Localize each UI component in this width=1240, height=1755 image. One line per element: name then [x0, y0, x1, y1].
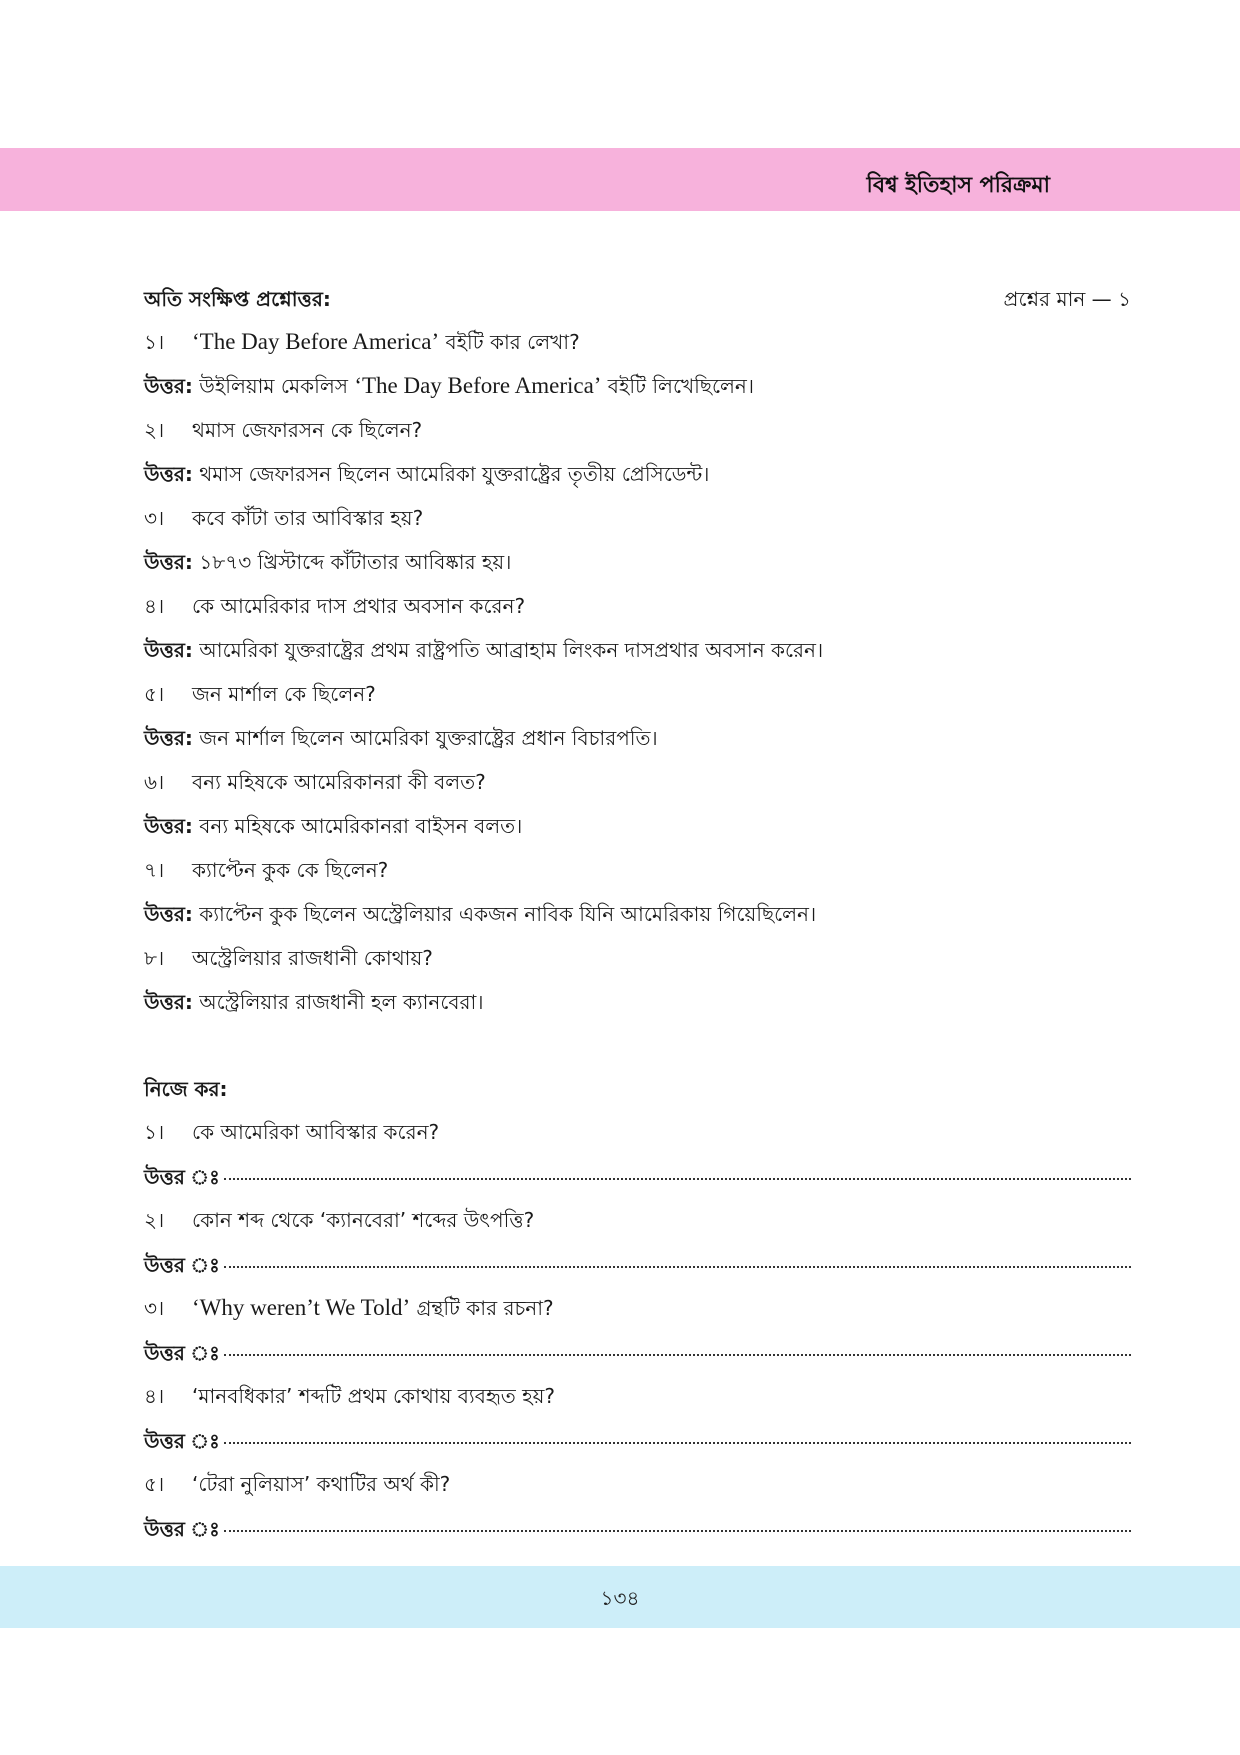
answer-text: উইলিয়াম মেকলিস: [192, 374, 355, 398]
book-title: বিশ্ব ইতিহাস পরিক্রমা: [866, 173, 1050, 198]
question-number: ৮।: [144, 946, 165, 970]
question-number: ৬।: [144, 770, 165, 794]
answer-label: উত্তর:: [144, 902, 193, 926]
answer-label: উত্তর ঃ: [144, 1429, 220, 1453]
question-number: ৫।: [144, 1472, 165, 1496]
question-number: ৩।: [144, 506, 165, 530]
question-english-title: ‘The Day Before America’: [192, 329, 440, 354]
section-heading-text: অতি সংক্ষিপ্ত প্রশ্নোত্তর:: [144, 287, 331, 311]
question-english-title: ‘Why weren’t We Told’: [192, 1295, 411, 1320]
question: [144, 503, 1131, 533]
answer-english-title: ‘The Day Before America’: [354, 373, 602, 398]
answer-label: উত্তর:: [144, 638, 193, 662]
question-text: বন্য মহিষকে আমেরিকানরা কী বলত?: [192, 770, 486, 794]
question-number: ৩।: [144, 1296, 165, 1320]
question-number: ৪।: [144, 594, 165, 618]
question-number: ২।: [144, 1208, 165, 1232]
section-heading-short-qa: [144, 284, 1131, 314]
question-text: কবে কাঁটা তার আবিস্কার হয়?: [192, 506, 424, 530]
answer-label: উত্তর:: [144, 374, 193, 398]
answer-text: থমাস জেফারসন ছিলেন আমেরিকা যুক্তরাষ্ট্রের তৃতীয় প্রেসিডেন্ট।: [192, 462, 710, 486]
question: [144, 591, 1131, 621]
answer-label: উত্তর:: [144, 990, 193, 1014]
answer-label: উত্তর ঃ: [144, 1165, 220, 1189]
answer: [144, 987, 1131, 1017]
answer-blank[interactable]: [144, 1426, 1131, 1456]
section-heading-do-yourself: [144, 1074, 1131, 1104]
question: [144, 855, 1131, 885]
answer: [144, 547, 1131, 577]
page-number: ১৩৪: [600, 1586, 640, 1610]
answer-label: উত্তর:: [144, 550, 193, 574]
question: [144, 943, 1131, 973]
question: [144, 415, 1131, 445]
answer: [144, 811, 1131, 841]
exercise-question: [144, 1117, 1131, 1147]
dotted-answer-line[interactable]: [224, 1246, 1131, 1268]
answer-blank[interactable]: [144, 1162, 1131, 1192]
dotted-answer-line[interactable]: [224, 1334, 1131, 1356]
answer: [144, 723, 1131, 753]
answer-label: উত্তর ঃ: [144, 1517, 220, 1541]
answer-text: ১৮৭৩ খ্রিস্টাব্দে কাঁটাতার আবিষ্কার হয়।: [192, 550, 512, 574]
answer-text: আমেরিকা যুক্তরাষ্ট্রের প্রথম রাষ্ট্রপতি আব্রাহাম লিংকন দাসপ্রথার অবসান করেন।: [192, 638, 824, 662]
exercise-question: [144, 1205, 1131, 1235]
question-text: ‘মানবধিকার’ শব্দটি প্রথম কোথায় ব্যবহৃত হয়?: [192, 1384, 556, 1408]
question-number: ১।: [144, 1120, 165, 1144]
answer-label: উত্তর:: [144, 726, 193, 750]
answer-label: উত্তর:: [144, 814, 193, 838]
answer-text: বইটি লিখেছিলেন।: [601, 374, 754, 398]
answer-text: জন মার্শাল ছিলেন আমেরিকা যুক্তরাষ্ট্রের প্রধান বিচারপতি।: [192, 726, 658, 750]
answer-text: বন্য মহিষকে আমেরিকানরা বাইসন বলত।: [192, 814, 523, 838]
marks-label: প্রশ্নের মান — ১: [1003, 287, 1131, 311]
question-number: ৪।: [144, 1384, 165, 1408]
question-text: গ্রন্থটি কার রচনা?: [410, 1296, 554, 1320]
question: [144, 767, 1131, 797]
question-text: থমাস জেফারসন কে ছিলেন?: [192, 418, 423, 442]
header-band: [0, 148, 1240, 211]
section-heading-text: নিজে কর:: [144, 1077, 228, 1101]
answer-label: উত্তর:: [144, 462, 193, 486]
question-text: ক্যাপ্টেন কুক কে ছিলেন?: [192, 858, 389, 882]
question-text: জন মার্শাল কে ছিলেন?: [192, 682, 376, 706]
question-number: ১।: [144, 330, 165, 354]
dotted-answer-line[interactable]: [224, 1422, 1131, 1444]
dotted-answer-line[interactable]: [224, 1510, 1131, 1532]
exercise-question: [144, 1293, 1131, 1323]
question: [144, 327, 1131, 357]
answer-label: উত্তর ঃ: [144, 1341, 220, 1365]
answer-blank[interactable]: [144, 1514, 1131, 1544]
question-text: কে আমেরিকা আবিস্কার করেন?: [192, 1120, 440, 1144]
answer-text: অস্ট্রেলিয়ার রাজধানী হল ক্যানবেরা।: [192, 990, 484, 1014]
answer-label: উত্তর ঃ: [144, 1253, 220, 1277]
question-text: ‘টেরা নুলিয়াস’ কথাটির অর্থ কী?: [192, 1472, 451, 1496]
exercise-question: [144, 1381, 1131, 1411]
footer-band: [0, 1566, 1240, 1628]
question-text: কোন শব্দ থেকে ‘ক্যানবেরা’ শব্দের উৎপত্তি?: [192, 1208, 535, 1232]
question: [144, 679, 1131, 709]
answer-text: ক্যাপ্টেন কুক ছিলেন অস্ট্রেলিয়ার একজন নাবিক যিনি আমেরিকায় গিয়েছিলেন।: [192, 902, 817, 926]
question-number: ২।: [144, 418, 165, 442]
answer: [144, 899, 1131, 929]
question-text: বইটি কার লেখা?: [439, 330, 580, 354]
answer-blank[interactable]: [144, 1250, 1131, 1280]
exercise-question: [144, 1469, 1131, 1499]
question-text: কে আমেরিকার দাস প্রথার অবসান করেন?: [192, 594, 526, 618]
question-text: অস্ট্রেলিয়ার রাজধানী কোথায়?: [192, 946, 433, 970]
answer-blank[interactable]: [144, 1338, 1131, 1368]
answer: [144, 635, 1131, 665]
question-number: ৫।: [144, 682, 165, 706]
dotted-answer-line[interactable]: [224, 1158, 1131, 1180]
answer: [144, 459, 1131, 489]
answer: [144, 371, 1131, 401]
question-number: ৭।: [144, 858, 165, 882]
